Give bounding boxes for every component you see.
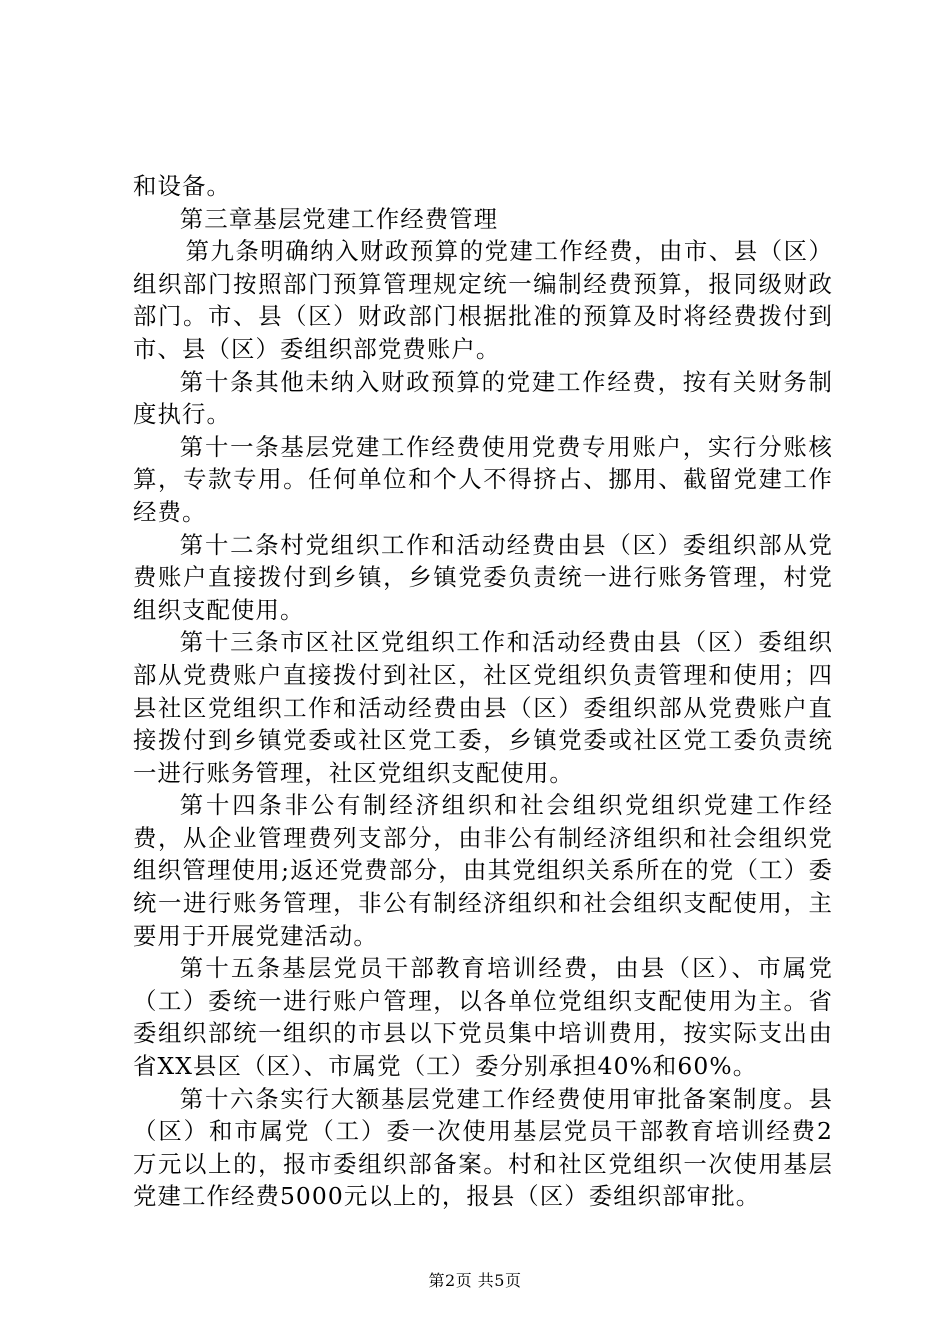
paragraph-article-15: 第十五条基层党员干部教育培训经费，由县（区）、市属党（工）委统一进行账户管理，以各单位党组织支配使用为主。省委组织部统一组织的市县以下党员集中培训费用，按实际支出由省XX县区（区）、市属党（工）委分别承担40%和60%。 [133,954,833,1081]
paragraph-article-11: 第十一条基层党建工作经费使用党费专用账户，实行分账核算，专款专用。任何单位和个人不得挤占、挪用、截留党建工作经费。 [133,432,833,526]
paragraph-continuation: 和设备。 [133,172,231,200]
paragraph-article-10: 第十条其他未纳入财政预算的党建工作经费，按有关财务制度执行。 [133,367,833,429]
paragraph-article-12: 第十二条村党组织工作和活动经费由县（区）委组织部从党费账户直接拨付到乡镇，乡镇党委负责统一进行账务管理，村党组织支配使用。 [133,530,833,624]
paragraph-article-16: 第十六条实行大额基层党建工作经费使用审批备案制度。县（区）和市属党（工）委一次使用基层党员干部教育培训经费2万元以上的，报市委组织部备案。村和社区党组织一次使用基层党建工作经费5000元以上的，报县（区）委组织部审批。 [133,1084,833,1211]
paragraph-article-14: 第十四条非公有制经济组织和社会组织党组织党建工作经费，从企业管理费列支部分，由非公有制经济组织和社会组织党组织管理使用;返还党费部分，由其党组织关系所在的党（工）委统一进行账务管理，非公有制经济组织和社会组织支配使用，主要用于开展党建活动。 [133,791,833,950]
page-number-footer: 第2页 共5页 [428,1271,522,1290]
paragraph-article-13: 第十三条市区社区党组织工作和活动经费由县（区）委组织部从党费账户直接拨付到社区，社区党组织负责管理和使用；四县社区党组织工作和活动经费由县（区）委组织部从党费账户直接拨付到乡镇党委或社区党工委，乡镇党委或社区党工委负责统一进行账务管理，社区党组织支配使用。 [133,628,833,787]
document-body [133,170,833,1213]
chapter-heading: 第三章基层党建工作经费管理 [179,204,499,233]
paragraph-article-9: 第九条明确纳入财政预算的党建工作经费，由市、县（区）组织部门按照部门预算管理规定统一编制经费预算，报同级财政部门。市、县（区）财政部门根据批准的预算及时将经费拨付到市、县（区）委组织部党费账户。 [133,237,833,363]
